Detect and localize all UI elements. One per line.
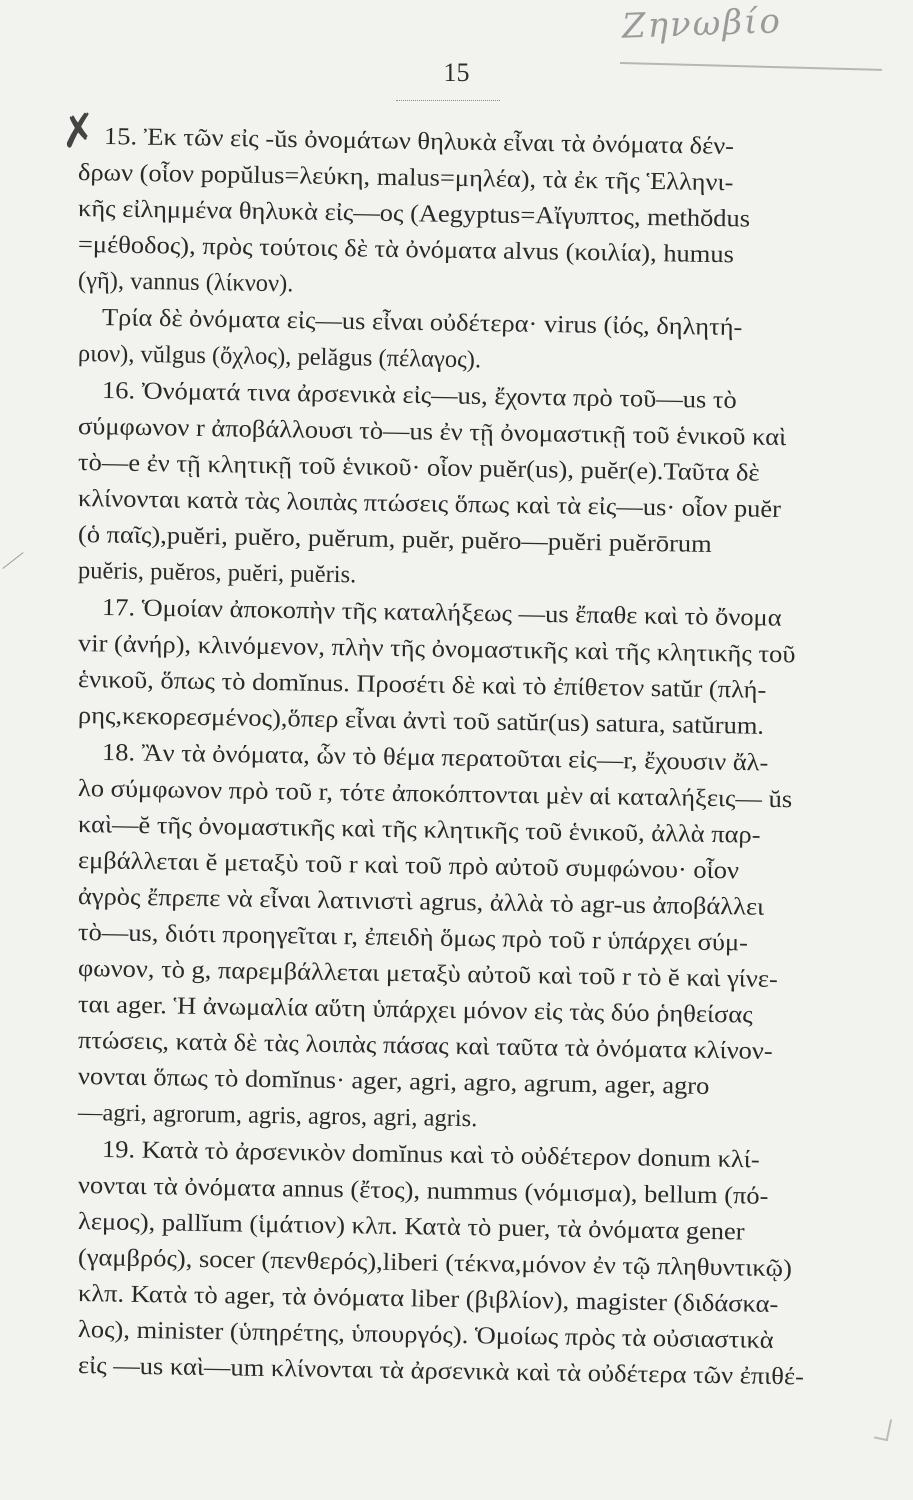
text-line: (ὁ παῖς),puĕri, puĕro, puĕrum, puĕr, puĕro—puĕri puĕrōrum [77,521,712,558]
text-line: καὶ—ĕ τῆς ὀνομαστικῆς καὶ τῆς κλητικῆς τοῦ ἑνικοῦ, ἀλλὰ παρ- [77,811,761,849]
text-line: νονται τὰ ὀνόματα annus (ἔτος), nummus (νόμισμα), bellum (πό- [77,1172,769,1210]
page-number: 15 [443,58,470,87]
text-line: τὸ—us, διότι προηγεῖται r, ἐπειδὴ ὅμως πρὸ τοῦ r ὑπάρχει σύμ- [77,919,749,957]
text-line: 15. Ἐκ τῶν εἰς -ŭs ὀνομάτων θηλυκὰ εἶναι τὰ ὀνόματα δέν- [103,123,735,160]
text-line: ἀγρὸς ἔπρεπε νὰ εἶναι λατινιστὶ agrus, ἀλλὰ τὸ agr-us ἀποβάλλει [77,883,765,921]
text-line: εἰς —us καὶ—um κλίνονται τὰ ἀρσενικὰ καὶ τὰ οὐδέτερα τῶν ἐπιθέ- [77,1352,805,1391]
handwritten-note: Ζηνωβίο [621,1,783,47]
text-line: 16. Ὀνόματά τινα ἀρσενικὰ εἰς—us, ἔχοντα πρὸ τοῦ—us τὸ [101,377,737,414]
text-line: λεμος), pallĭum (ἱμάτιον) κλπ. Κατὰ τὸ puer, τὰ ὀνόματα gener [77,1208,745,1246]
text-line: Τρία δὲ ὀνόματα εἰς—us εἶναι οὐδέτερα· virus (ἰός, δηλητή- [101,304,743,342]
text-line: σύμφωνον r ἀποβάλλουσι τὸ—us ἐν τῇ ὀνομαστικῇ τοῦ ἑνικοῦ καὶ [77,413,787,452]
text-line: 17. Ὁμοίαν ἀποκοπὴν τῆς καταλήξεως —us ἔπαθε καὶ τὸ ὄνομα [101,594,782,632]
text-line: ἑνικοῦ, ὅπως τὸ domĭnus. Προσέτι δὲ καὶ τὸ ἐπίθετον satŭr (πλή- [77,666,767,704]
text-line: (γαμβρός), socer (πενθερός),liberi (τέκνα,μόνον ἐν τῷ πληθυντικῷ) [77,1244,793,1283]
text-line: =μέθοδος), πρὸς τούτοις δὲ τὰ ὀνόματα alvus (κοιλία), humus [77,231,735,269]
text-line: τὸ—e ἐν τῇ κλητικῇ τοῦ ἑνικοῦ· οἷον puĕr(us), puĕr(e).Ταῦτα δὲ [77,449,760,487]
text-line: πτώσεις, κατὰ δὲ τὰς λοιπὰς πάσας καὶ ταῦτα τὰ ὀνόματα κλίνον- [77,1027,773,1065]
text-line: εμβάλλεται ĕ μεταξὺ τοῦ r καὶ τοῦ πρὸ αὐτοῦ συμφώνου· οἷον [77,847,740,885]
text-line: ριον), vŭlgus (ὄχλος), pelăgus (πέλαγος). [77,340,482,374]
text-line: κλπ. Κατὰ τὸ ager, τὰ ὀνόματα liber (βιβλίον), magister (διδάσκα- [77,1280,779,1318]
text-line: vir (ἀνήρ), κλινόμενον, πλὴν τῆς ὀνομαστικῆς καὶ τῆς κλητικῆς τοῦ [77,630,796,669]
text-line: (γῆ), vannus (λίκνον). [77,267,294,298]
text-line: ται ager. Ἡ ἀνωμαλία αὕτη ὑπάρχει μόνον εἰς τὰς δύο ῥηθείσας [77,991,753,1029]
text-line: 19. Κατὰ τὸ ἀρσενικὸν domĭnus καὶ τὸ οὐδέτερον donum κλί- [101,1136,760,1174]
text-line: κῆς εἰλημμένα θηλυκὰ εἰς—ος (Aegyptus=Αἴγυπτος, methŏdus [77,195,751,233]
text-line: δρων (οἷον popŭlus=λεύκη, malus=μηλέα), τὰ ἐκ τῆς Ἑλληνι- [77,159,734,197]
text-line: φωνον, τὸ g, παρεμβάλλεται μεταξὺ αὐτοῦ καὶ τοῦ r τὸ ĕ καὶ γίνε- [77,955,778,993]
text-line: λος), minister (ὑπηρέτης, ὑπουργός). Ὁμοίως πρὸς τὰ οὐσιαστικὰ [77,1316,774,1354]
text-line: 18. Ἂν τὰ ὀνόματα, ὧν τὸ θέμα περατοῦται εἰς—r, ἔχουσιν ἄλ- [101,739,769,777]
text-line: κλίνονται κατὰ τὰς λοιπὰς πτώσεις ὅπως καὶ τὰ εἰς—us· οἷον puĕr [77,485,782,524]
text-line: λο σύμφωνον πρὸ τοῦ r, τότε ἀποκόπτονται μὲν αἱ καταλήξεις— ŭs [77,775,793,814]
text-line: ρης,κεκορεσμένος),ὅπερ εἶναι ἀντὶ τοῦ satŭr(us) satura, satŭrum. [77,702,765,740]
margin-x-mark-icon: ✗ [56,103,101,160]
text-line: —agri, agrorum, agris, agros, agri, agris. [77,1099,478,1133]
text-line: puĕris, puĕros, puĕri, puĕris. [77,557,357,589]
text-line: νονται ὅπως τὸ domĭnus· ager, agri, agro, agrum, ager, agro [77,1063,710,1100]
